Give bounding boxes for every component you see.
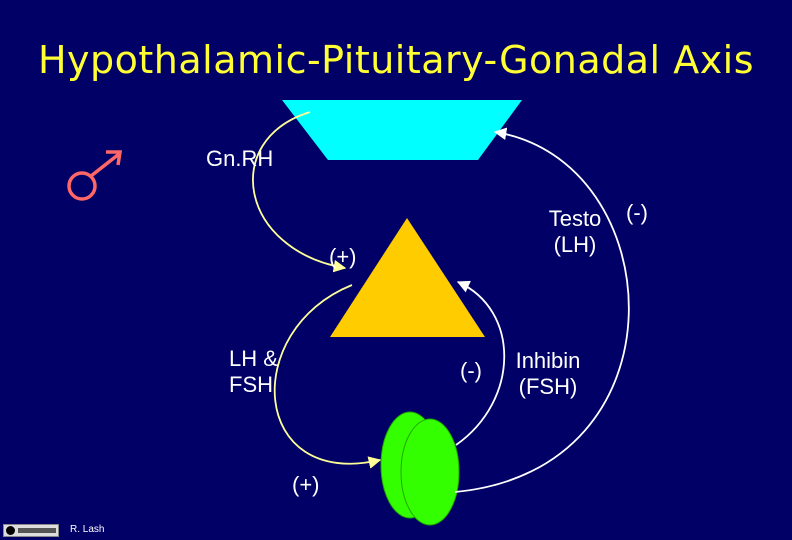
testo-label-line1: Testo <box>548 206 602 231</box>
lh-fsh-label <box>229 346 278 398</box>
inhibin-label-line1: Inhibin <box>515 348 581 373</box>
lh-fsh-label-line1: LH & <box>229 346 278 371</box>
gonad-plus-label: (+) <box>292 472 320 497</box>
testo-label-line2: (LH) <box>553 232 597 257</box>
testo-minus-label: (-) <box>626 200 648 225</box>
pituitary-plus-label: (+) <box>329 244 357 269</box>
hypothalamus-shape <box>282 100 522 160</box>
inhibin-label <box>500 348 596 400</box>
cc-by-nc-sa-icon[interactable] <box>3 524 59 537</box>
gonad-right <box>401 419 459 525</box>
male-symbol-icon <box>69 152 120 199</box>
inhibin-minus-label: (-) <box>460 358 482 383</box>
slide-title: Hypothalamic-Pituitary-Gonadal Axis <box>37 38 755 82</box>
testo-feedback-arrow <box>455 132 629 492</box>
pituitary-triangle <box>330 218 485 337</box>
gnrh-label: Gn.RH <box>206 146 274 171</box>
lh-fsh-label-line2: FSH <box>229 372 273 397</box>
testo-label <box>532 206 618 258</box>
inhibin-label-line2: (FSH) <box>518 374 578 399</box>
author-credit: R. Lash <box>70 524 105 535</box>
